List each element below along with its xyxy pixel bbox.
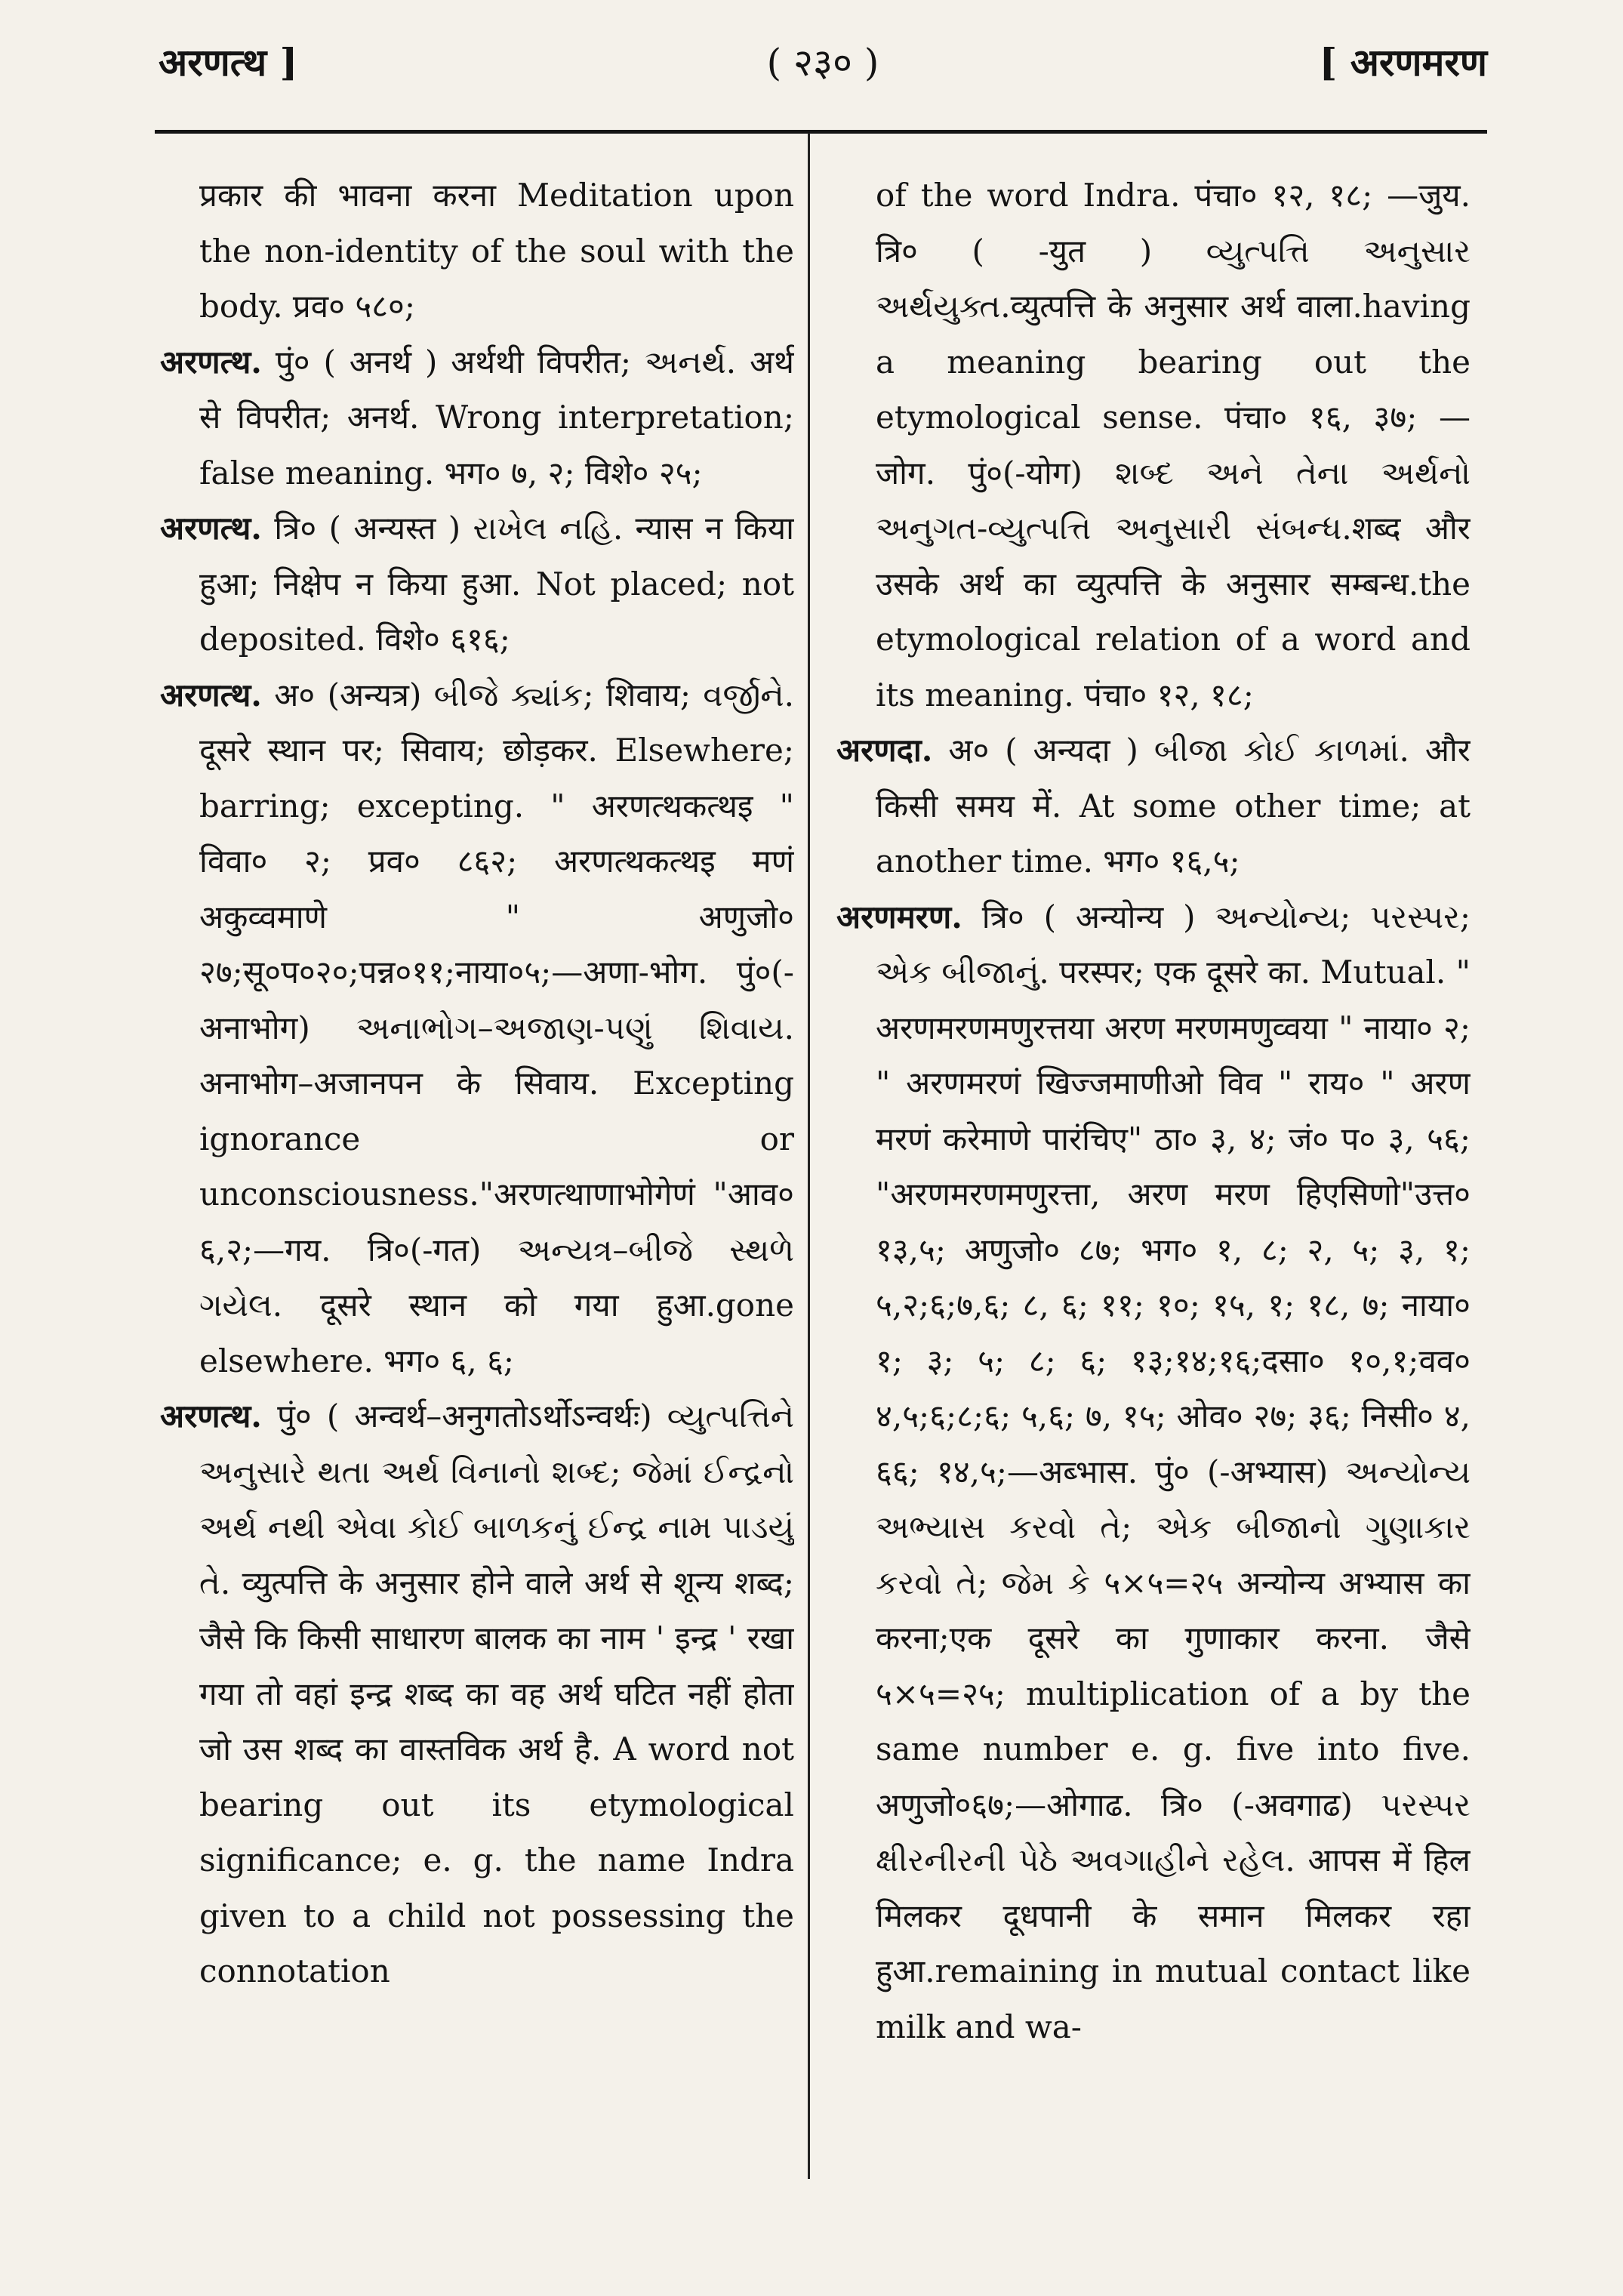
entry-headword: अरणत्थ. — [160, 510, 262, 547]
dictionary-entry — [836, 723, 1471, 889]
left-column — [160, 168, 794, 2168]
page-number: ( २३० ) — [766, 41, 879, 85]
entry-headword: अरणदा. — [836, 732, 933, 769]
right-column — [836, 168, 1471, 2168]
dictionary-entry — [160, 667, 794, 1389]
entry-body: पुं० ( अन्वर्थ–अनुगतोऽर्थोऽन्वर्थः) વ્યુત્પત્તિને અનુસારે થતા અર્થ વિનાનો શબ્દ; જેમાં ઈન્દ્રનો અર્થ નથી એવા કોઈ બાળકનું ઈન્દ્ર નામ પાડયું તે. व्युत्पत्ति के अनुसार होने वाले अर्थ से शून्य शब्द; जैसे कि किसी साधारण बालक का नाम ' इन्द्र ' रखा गया तो वहां इन्द्र शब्द का वह अर्थ घटित नहीं होता जो उस शब्द का वास्तविक अर्थ है. A word not bearing out its etymological significance; e. g. the name Indra given to a child not possessing the connotation — [199, 1398, 794, 1989]
entry-text: of the word Indra. पंचा० १२, १८; —जुय. त्रि० ( -युत ) વ્યુત્પત્તિ અનુસાર અર્થયુક્ત.व्युत्पत्ति के अनुसार अर्थ वाला.having a meaning bearing out the etymological sense. पंचा० १६, ३७; —जोग. पुं०(-योग) શબ્દ અને તેના અર્થનો અનુગત-વ્યુત્પત્તિ અનુસારી સંબન્ધ.शब्द और उसके अर्थ का व्युत्पत्ति के अनुसार सम्बन्ध.the etymological relation of a word and its meaning. पंचा० १२, १८; — [876, 177, 1471, 713]
entry-body: त्रि० ( अन्यस्त ) રાખેલ નહિ. न्यास न किया हुआ; निक्षेप न किया हुआ. Not placed; not deposited. विशे० ६१६; — [199, 510, 794, 658]
continued-entry — [836, 168, 1471, 723]
entry-headword: अरणत्थ. — [160, 676, 262, 713]
header-left-guide-word: अरणत्थ ] — [159, 40, 298, 85]
entry-headword: अरणमरण. — [836, 898, 962, 935]
entry-body: पुं० ( अनर्थ ) अर्थथी विपरीत; અનર્થ. अर्थ से विपरीत; अनर्थ. Wrong interpretation; false meaning. भग० ७, २; विशे० २५; — [199, 343, 794, 492]
header-right-guide-word: [ अरणमरण — [1319, 40, 1487, 85]
entry-text: प्रकार की भावना करना Meditation upon the non-identity of the soul with the body. प्रव० ५८०; — [199, 177, 794, 325]
dictionary-entry — [160, 334, 794, 501]
entry-body: त्रि० ( अन्योन्य ) અન્યોન્ય; પરસ્પર; એક બીજાનું. परस्पर; एक दूसरे का. Mutual. " अरणमरणमणुरत्तया अरण मरणमणुव्वया " नाया० २; " अरणमरणं खिज्जमाणीओ विव " राय० " अरण मरणं करेमाणे पारंचिए" ठा० ३, ४; जं० प० ३, ५६; "अरणमरणमणुरत्ता, अरण मरण हिएसिणो"उत्त० १३,५; अणुजो० ८७; भग० १, ८; २, ५; ३, १; ५,२;६;७,६; ८, ६; ११; १०; १५, १; १८, ७; नाया० १; ३; ५; ८; ६; १३;१४;१६;दसा० १०,१;वव० ४,५;६;८;६; ५,६; ७, १५; ओव० २७; ३६; निसी० ४, ६६; १४,५;—अब्भास. पुं० (-अभ्यास) અન્યોન્ય અભ્યાસ કરવો તે; એક બીજાનો ગુણાકાર કરવો તે; જેમ કે ५×५=२५ अन्योन्य अभ्यास का करना;एक दूसरे का गुणाकार करना. जैसे ५×५=२५; multiplication of a by the same number e. g. five into five. अणुजो०६७;—ओगाढ. त्रि० (-अवगाढ) પરસ્પર ક્ષીરનીરની પેઠે અવગાહીને રહેલ. आपस में हिल मिलकर दूधपानी के समान मिलकर रहा हुआ.remaining in mutual contact like milk and wa- — [876, 898, 1471, 2045]
column-divider — [808, 133, 810, 2179]
dictionary-entry — [160, 1388, 794, 1999]
page-header — [159, 36, 1487, 89]
entry-body: अ० ( अन्यदा ) બીજા કોઈ કાળમાં. और किसी समय में. At some other time; at another time. भग० १६,५; — [876, 732, 1471, 880]
dictionary-entry — [836, 889, 1471, 2055]
dictionary-entry — [160, 501, 794, 667]
continued-entry — [160, 168, 794, 334]
header-rule — [155, 130, 1487, 134]
entry-body: अ० (अन्यत्र) બીજે ક્યાંક; शिवाय; વર્જીને. दूसरे स्थान पर; सिवाय; छोड़कर. Elsewhere; barring; excepting. " अरणत्थकत्थइ " विवा० २; प्रव० ८६२; अरणत्थकत्थइ मणं अकुव्वमाणे " अणुजो० २७;सू०प०२०;पन्न०११;नाया०५;—अणा-भोग. पुं०(-अनाभोग) અનાભોગ–અજાણ-પણું શિવાય. अनाभोग–अजानपन के सिवाय. Excepting ignorance or unconsciousness."अरणत्थाणाभोगेणं "आव० ६,२;—गय. त्रि०(-गत) અન્યત્ર–બીજે સ્થળે ગયેલ. दूसरे स्थान को गया हुआ.gone elsewhere. भग० ६, ६; — [199, 676, 794, 1379]
entry-headword: अरणत्थ. — [160, 1398, 262, 1435]
entry-headword: अरणत्थ. — [160, 343, 262, 381]
